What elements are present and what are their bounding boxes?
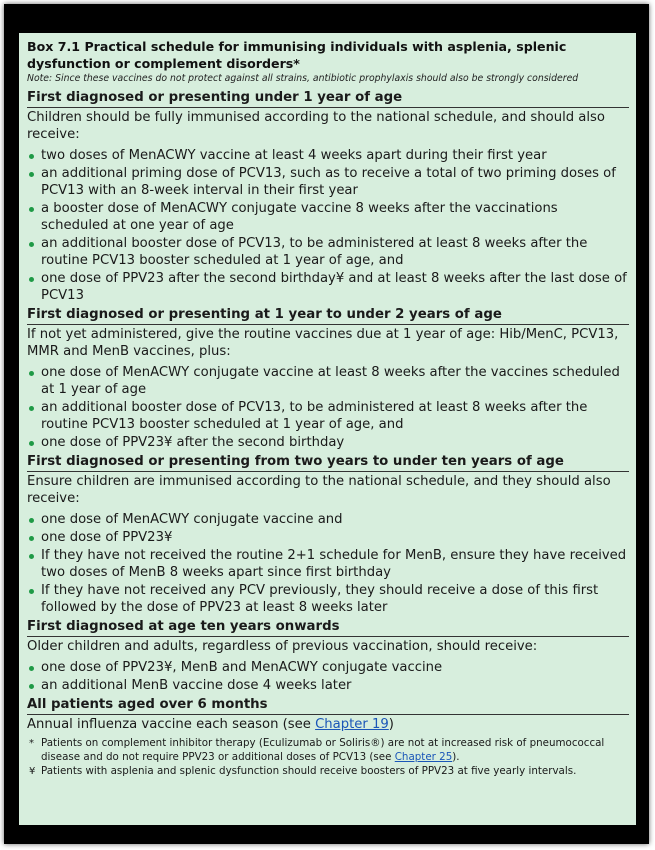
list-item: If they have not received any PCV previously, they should receive a dose of this first followed by the dose of PPV23 at least 8 weeks later — [27, 582, 629, 616]
section-heading: First diagnosed at age ten years onwards — [27, 618, 629, 637]
bullet-icon — [29, 277, 34, 282]
bullet-icon — [29, 172, 34, 177]
section-intro: Older children and adults, regardless of previous vaccination, should receive: — [27, 639, 538, 654]
section-under-1-year — [27, 89, 629, 304]
list-item: two doses of MenACWY vaccine at least 4 weeks apart during their first year — [27, 147, 629, 164]
section-heading: First diagnosed or presenting at 1 year to under 2 years of age — [27, 306, 629, 325]
list-item: an additional booster dose of PCV13, to be administered at least 8 weeks after the routine PCV13 booster scheduled at 1 year of age, and — [27, 235, 629, 269]
bullet-icon — [29, 154, 34, 159]
list-item: an additional priming dose of PCV13, such as to receive a total of two priming doses of PCV13 with an 8-week interval in their first year — [27, 165, 629, 199]
section-heading: All patients aged over 6 months — [27, 696, 629, 715]
section-heading: First diagnosed or presenting under 1 year of age — [27, 89, 629, 108]
box-title: Box 7.1 Practical schedule for immunising individuals with asplenia, splenic dysfunction or complement disorders* — [27, 39, 567, 71]
bullet-icon — [29, 441, 34, 446]
section-intro: Ensure children are immunised according to the national schedule, and they should also receive: — [27, 474, 611, 506]
list-item: one dose of MenACWY conjugate vaccine and — [27, 511, 629, 528]
bullet-icon — [29, 406, 34, 411]
list-item: an additional MenB vaccine dose 4 weeks later — [27, 677, 629, 694]
bullet-icon — [29, 666, 34, 671]
bullet-icon — [29, 518, 34, 523]
section-2-to-10-years — [27, 453, 629, 616]
section-influenza — [27, 696, 629, 733]
list-item: one dose of PPV23¥ after the second birthday — [27, 434, 629, 451]
list-item: one dose of MenACWY conjugate vaccine at least 8 weeks after the vaccines scheduled at 1 year of age — [27, 364, 629, 398]
chapter-19-link[interactable]: Chapter 19 — [315, 717, 389, 732]
footnote-complement: * Patients on complement inhibitor therapy (Eculizumab or Soliris®) are not at increased risk of pneumococcal disease and do not require PPV23 or additional doses of PCV13 (see Chapter 25). — [29, 737, 605, 763]
section-heading: First diagnosed or presenting from two years to under ten years of age — [27, 453, 629, 472]
bullet-icon — [29, 554, 34, 559]
list-item: one dose of PPV23¥ — [27, 529, 629, 546]
list-item: an additional booster dose of PCV13, to be administered at least 8 weeks after the routine PCV13 booster scheduled at 1 year of age, and — [27, 399, 629, 433]
section-10-years-onwards — [27, 618, 629, 694]
bullet-list — [27, 147, 629, 304]
bullet-icon — [29, 242, 34, 247]
section-intro: Annual influenza vaccine each season (see Chapter 19) — [27, 717, 394, 732]
box-note: Note: Since these vaccines do not protect against all strains, antibiotic prophylaxis should also be strongly considered — [27, 73, 579, 84]
yen-mark: ¥ — [29, 766, 36, 777]
bullet-list — [27, 511, 629, 616]
bullet-list — [27, 364, 629, 451]
list-item: one dose of PPV23¥, MenB and MenACWY conjugate vaccine — [27, 659, 629, 676]
bullet-icon — [29, 207, 34, 212]
asterisk-mark: * — [29, 738, 34, 749]
section-1-to-2-years — [27, 306, 629, 451]
bullet-icon — [29, 371, 34, 376]
list-item: If they have not received the routine 2+1 schedule for MenB, ensure they have received two doses of MenB 8 weeks apart since first birthday — [27, 547, 629, 581]
list-item: a booster dose of MenACWY conjugate vaccine 8 weeks after the vaccinations scheduled at one year of age — [27, 200, 629, 234]
schedule-box — [19, 33, 636, 825]
bullet-icon — [29, 589, 34, 594]
section-intro: If not yet administered, give the routine vaccines due at 1 year of age: Hib/MenC, PCV13, MMR and MenB vaccines, plus: — [27, 327, 619, 359]
bullet-icon — [29, 684, 34, 689]
footnote-asplenia: ¥ Patients with asplenia and splenic dysfunction should receive boosters of PPV23 at five yearly intervals. — [29, 765, 577, 777]
list-item: one dose of PPV23 after the second birthday¥ and at least 8 weeks after the last dose of PCV13 — [27, 270, 629, 304]
bullet-list — [27, 659, 629, 694]
chapter-25-link[interactable]: Chapter 25 — [394, 750, 453, 763]
bullet-icon — [29, 536, 34, 541]
section-intro: Children should be fully immunised according to the national schedule, and should also receive: — [27, 110, 605, 142]
